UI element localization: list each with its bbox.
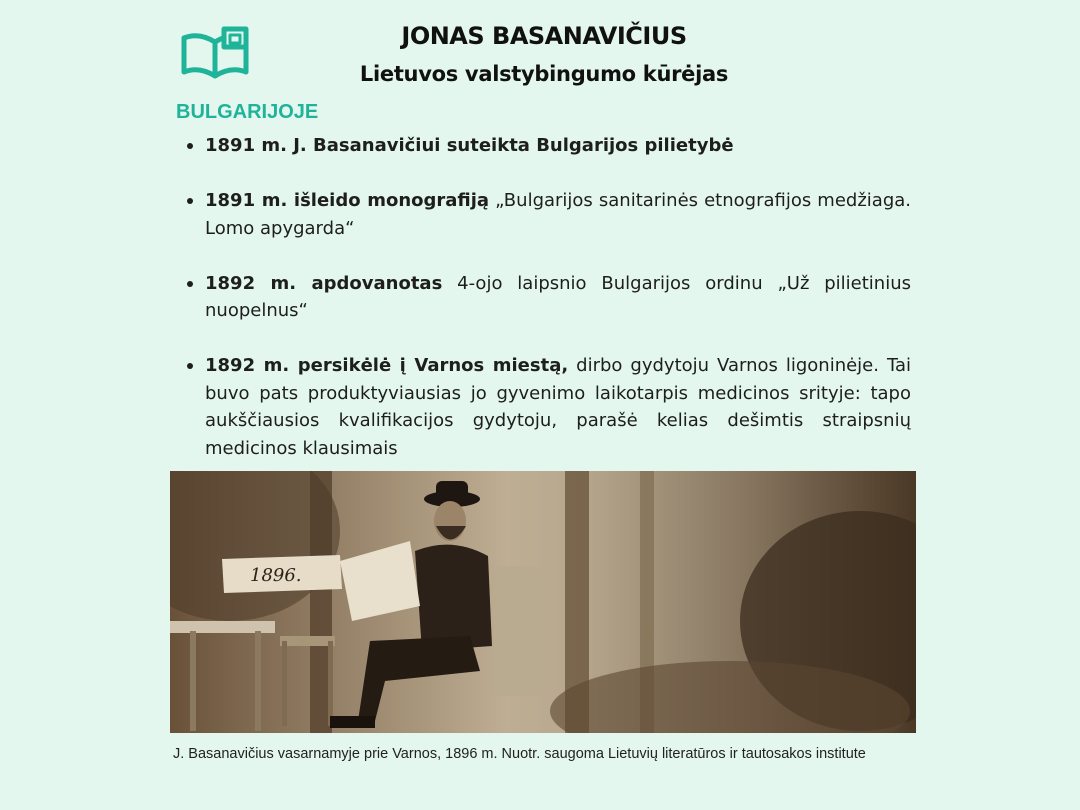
list-item-text: dirbo gydytoju Varnos ligoninėje. Tai buvo pats produktyviausias jo gyvenimo laikotarpis medicinos srityje: tapo aukščiausios kvalifikacijos gydytoju, parašė kelias dešimtis straipsnių medicinos klausimais: [205, 355, 912, 459]
section-heading: BULGARIJOJE: [176, 101, 319, 123]
coat: [415, 545, 492, 651]
historical-photo: [170, 471, 916, 733]
list-item-bold: 1891 m. išleido monografiją: [205, 190, 490, 211]
list-item-bold: 1892 m. apdovanotas: [205, 272, 443, 294]
page-title: JONAS BASANAVIČIUS: [401, 22, 687, 50]
list-item-text: „Bulgarijos sanitarinės etnografijos medžiaga. Lomo apygarda“: [205, 190, 911, 239]
list-item-bold: 1892 m. persikėlė į Varnos miestą,: [205, 355, 569, 376]
fact-list: [205, 132, 911, 490]
list-item: [205, 352, 911, 462]
list-item-text: 4-ojo laipsnio Bulgarijos ordinu „Už pilietinius nuopelnus“: [205, 272, 911, 321]
bench: [490, 566, 540, 696]
list-item: [205, 132, 911, 160]
list-item: [205, 187, 911, 242]
page-subtitle: Lietuvos valstybingumo kūrėjas: [359, 62, 729, 86]
board-year: 1896.: [250, 565, 302, 586]
list-item-bold: 1891 m. J. Basanavičiui suteikta Bulgarijos pilietybė: [205, 135, 734, 156]
chair: [280, 636, 335, 646]
list-item: [205, 270, 911, 325]
photo-caption: J. Basanavičius vasarnamyje prie Varnos, 1896 m. Nuotr. saugoma Lietuvių literatūros ir tautosakos institute: [173, 746, 866, 762]
